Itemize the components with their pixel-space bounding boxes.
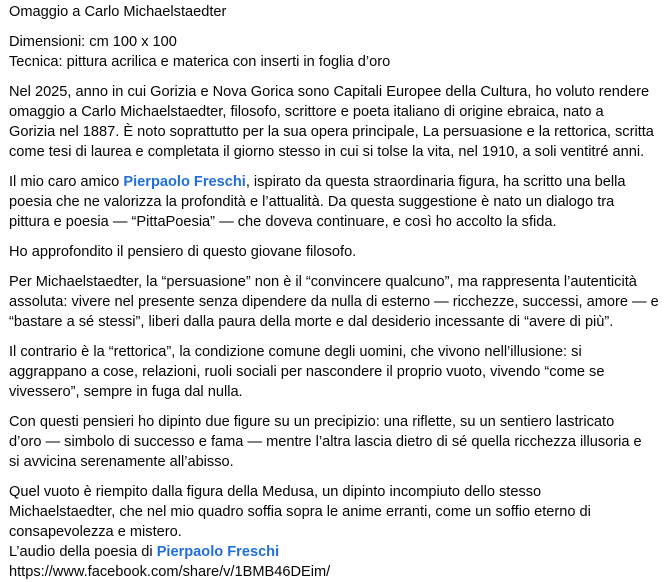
paragraph-line: pittura e poesia — “PittaPoesia” — che doveva continuare, e così ho accolto la sfida. bbox=[9, 214, 557, 230]
paragraph-line: aggrappano a cose, relazioni, ruoli sociali per nascondere il proprio vuoto, vivendo “come se bbox=[9, 364, 605, 380]
mention-link-pierpaolo-freschi[interactable]: Pierpaolo Freschi bbox=[123, 174, 246, 190]
paragraph-rettorica bbox=[9, 342, 664, 402]
paragraph-study bbox=[9, 242, 664, 262]
paragraph-line bbox=[9, 172, 664, 192]
paragraph-line: Gorizia nel 1887. È noto soprattutto per la sua opera principale, La persuasione e la rettorica, scritta bbox=[9, 124, 654, 140]
paragraph-line: Michaelstaedter, che nel mio quadro soffia sopra le anime erranti, come un soffio eterno di bbox=[9, 504, 591, 520]
paragraph-friend bbox=[9, 172, 664, 232]
paragraph-line: Con questi pensieri ho dipinto due figure su un precipizio: una riflette, su un sentiero lastricato bbox=[9, 414, 615, 430]
paragraph-line: assoluta: vivere nel presente senza dipendere da nulla di esterno — ricchezze, successi, amore — e bbox=[9, 294, 659, 310]
text-segment: L’audio della poesia di bbox=[9, 544, 157, 560]
paragraph-line: Per Michaelstaedter, la “persuasione” non è il “convincere qualcuno”, ma rappresenta l’autenticità bbox=[9, 274, 637, 290]
paragraph-line: d’oro — simbolo di successo e fama — mentre l’altra lascia dietro di sé quella ricchezza illusoria e bbox=[9, 434, 642, 450]
audio-url-link[interactable]: https://www.facebook.com/share/v/1BMB46DEim/ bbox=[9, 564, 331, 580]
paragraph-persuasione bbox=[9, 272, 664, 332]
paragraph-line: omaggio a Carlo Michaelstaedter, filosofo, scrittore e poeta italiano di origine ebraica, nato a bbox=[9, 104, 604, 120]
text-segment: , ispirato da questa straordinaria figura, ha scritto una bella bbox=[245, 174, 626, 190]
paragraph-line: vivessero”, sempre in fuga dal nulla. bbox=[9, 384, 243, 400]
paragraph-painting bbox=[9, 412, 664, 472]
technique-text: Tecnica: pittura acrilica e materica con inserti in foglia d’oro bbox=[9, 54, 391, 70]
paragraph-line: Il contrario è la “rettorica”, la condizione comune degli uomini, che vivono nell’illusione: si bbox=[9, 344, 582, 360]
paragraph-line: Nel 2025, anno in cui Gorizia e Nova Gorica sono Capitali Europee della Cultura, ho voluto rendere bbox=[9, 84, 650, 100]
audio-line bbox=[9, 542, 664, 562]
paragraph-line: Quel vuoto è riempito dalla figura della Medusa, un dipinto incompiuto dello stesso bbox=[9, 484, 542, 500]
paragraph-line: consapevolezza e mistero. bbox=[9, 524, 182, 540]
audio-url-line bbox=[9, 562, 664, 582]
paragraph-line: poesia che ne valorizza la profondità e l’attualità. Da questa suggestione è nato un dialogo tra bbox=[9, 194, 615, 210]
paragraph-line: Ho approfondito il pensiero di questo giovane filosofo. bbox=[9, 244, 357, 260]
artwork-details bbox=[9, 32, 664, 72]
post-title: Omaggio a Carlo Michaelstaedter bbox=[9, 4, 227, 20]
paragraph-line: “bastare a sé stessi”, liberi dalla paura della morte e dal desiderio incessante di “avere di più”. bbox=[9, 314, 614, 330]
paragraph-line: si avvicina serenamente all’abisso. bbox=[9, 454, 234, 470]
mention-link-pierpaolo-freschi-audio[interactable]: Pierpaolo Freschi bbox=[156, 544, 280, 560]
dimensions-text: Dimensioni: cm 100 x 100 bbox=[9, 34, 177, 50]
paragraph-line: come tesi di laurea e completata il giorno stesso in cui si tolse la vita, nel 1910, a soli ventitré anni. bbox=[9, 144, 645, 160]
post-header bbox=[9, 2, 664, 22]
paragraph-medusa bbox=[9, 482, 664, 582]
text-segment: Il mio caro amico bbox=[9, 174, 124, 190]
paragraph-intro bbox=[9, 82, 664, 162]
